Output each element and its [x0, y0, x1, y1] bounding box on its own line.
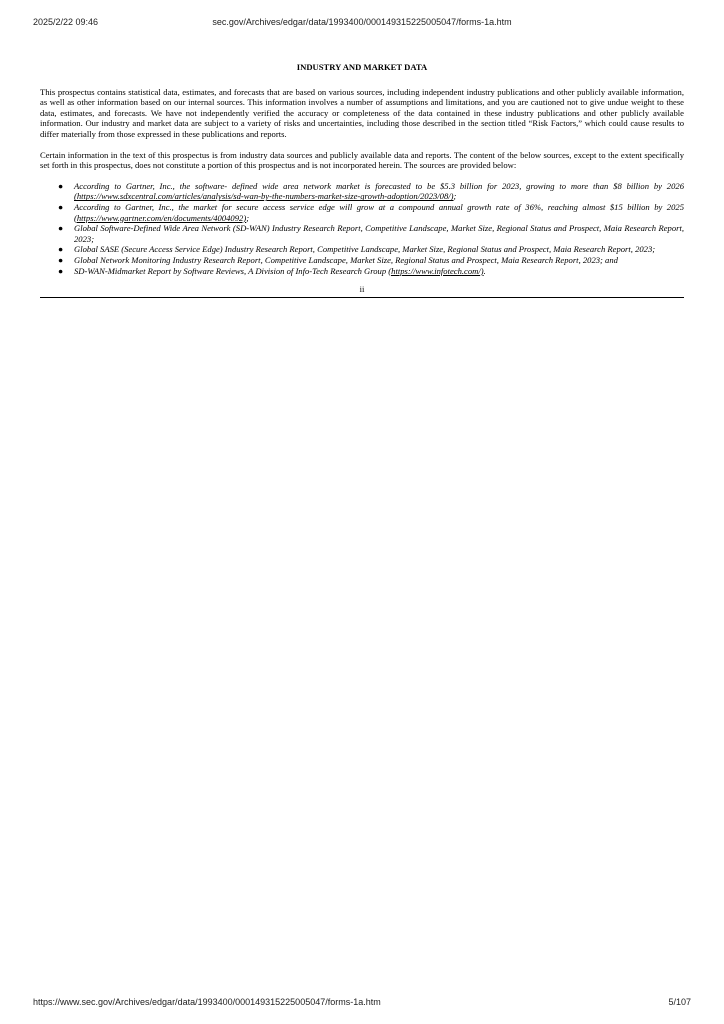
print-footer	[33, 997, 691, 1007]
source-text: According to Gartner, Inc., the software- defined wide area network market is forecasted to be $5.3 billion for 2023, growing to more than $8 billion by 2026	[74, 180, 684, 191]
list-item	[40, 223, 684, 244]
bullet-icon: ●	[58, 254, 64, 265]
source-suffix: ;	[246, 212, 250, 223]
document-content	[40, 62, 684, 298]
source-link[interactable]: (https://www.gartner.com/en/documents/4004092)	[74, 212, 247, 223]
list-item	[40, 255, 684, 266]
source-suffix: ;	[453, 191, 457, 202]
bullet-icon: ●	[58, 244, 64, 255]
bullet-icon: ●	[58, 180, 64, 191]
list-item	[40, 202, 684, 223]
page-number: ii	[359, 284, 365, 295]
list-item	[40, 244, 684, 255]
source-text: Global SASE (Secure Access Service Edge) Industry Research Report, Competitive Landscape, Market Size, Regional Status and Prospect, Maia Research Report, 2023;	[74, 244, 656, 255]
print-footer-url: https://www.sec.gov/Archives/edgar/data/1993400/000149315225005047/forms-1a.htm	[33, 997, 381, 1007]
list-item	[40, 181, 684, 202]
intro-paragraph: This prospectus contains statistical data, estimates, and forecasts that are based on various sources, including independent industry publications and other publicly available information, as well as other information based on our internal sources. This information involves a number of assumptions and limitations, and you are cautioned not to give undue weight to these data, estimates, and forecasts. We have not independently verified the accuracy or completeness of the data contained in these industry publications and other publicly available information. Our industry and market data are subject to a variety of risks and uncertainties, including those described in the section titled “Risk Factors,” which could cause results to differ materially from those expressed in these publications and reports.	[40, 86, 684, 139]
section-title: INDUSTRY AND MARKET DATA	[296, 62, 428, 72]
bullet-icon: ●	[58, 201, 64, 212]
print-header	[33, 17, 691, 27]
source-link[interactable]: (https://www.sdxcentral.com/articles/analysis/sd-wan-by-the-numbers-market-size-growth-adoption/2023/08/)	[74, 191, 454, 202]
bullet-icon: ●	[58, 223, 64, 234]
source-text: SD-WAN-Midmarket Report by Software Reviews, A Division of Info-Tech Research Group	[74, 265, 389, 276]
print-page-counter: 5/107	[668, 997, 691, 1007]
page-divider	[40, 297, 684, 298]
list-item	[40, 266, 684, 277]
source-text: Global Network Monitoring Industry Research Report, Competitive Landscape, Market Size, Regional Status and Prospect, Maia Research Report, 2023; and	[74, 254, 618, 265]
sources-intro-paragraph: Certain information in the text of this prospectus is from industry data sources and publicly available data and reports. The content of the below sources, except to the extent specifically set forth in this prospectus, does not constitute a portion of this prospectus and is not incorporated herein. The sources are provided below:	[40, 149, 684, 171]
source-text: According to Gartner, Inc., the market for secure access service edge will grow at a compound annual growth rate of 36%, reaching almost $15 billion by 2025	[74, 201, 684, 212]
print-header-url: sec.gov/Archives/edgar/data/1993400/000149315225005047/forms-1a.htm	[212, 17, 512, 27]
source-text: Global Software-Defined Wide Area Network (SD-WAN) Industry Research Report, Competitive Landscape, Market Size, Regional Status and Prospect, Maia Research Report, 2023;	[74, 223, 684, 244]
source-list	[40, 181, 684, 276]
source-suffix: .	[483, 265, 486, 276]
source-link[interactable]: (https://www.infotech.com/)	[388, 265, 484, 276]
bullet-icon: ●	[58, 265, 64, 276]
print-datetime: 2025/2/22 09:46	[33, 17, 99, 27]
